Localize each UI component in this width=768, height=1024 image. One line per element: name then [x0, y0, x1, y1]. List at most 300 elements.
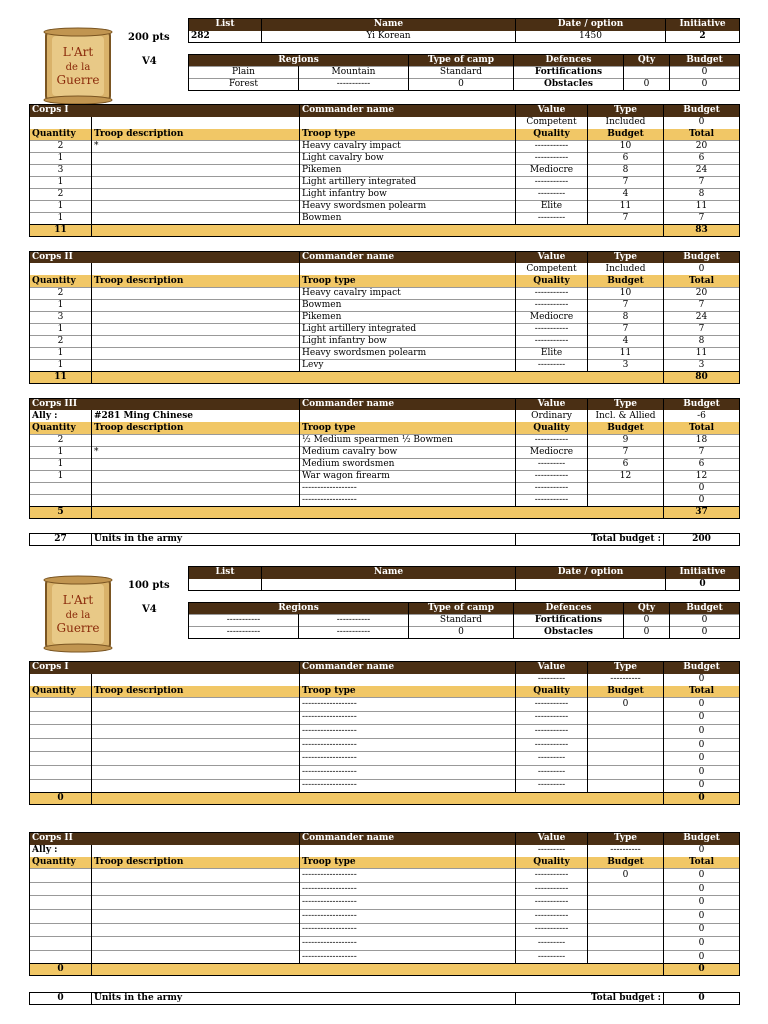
troop-type: ------------------: [300, 698, 516, 712]
troop-quality: -----------: [516, 725, 588, 739]
total-label: Total: [664, 857, 740, 869]
troop-type: Heavy swordsmen polearm: [300, 347, 516, 359]
troop-budget: 9: [588, 434, 664, 446]
date-label: Date / option: [516, 19, 666, 31]
troop-budget: 10: [588, 287, 664, 299]
troop-total: 6: [664, 153, 740, 165]
troop-quantity: 1: [30, 201, 92, 213]
troop-quality: -----------: [516, 494, 588, 506]
unit-budget-label: Budget: [588, 686, 664, 698]
troop-row: [30, 201, 740, 213]
troop-quality: -----------: [516, 299, 588, 311]
total-budget-label: Total budget :: [516, 534, 664, 546]
troop-quality: Elite: [516, 347, 588, 359]
troop-type: ------------------: [300, 725, 516, 739]
troop-type: ½ Medium spearmen ½ Bowmen: [300, 434, 516, 446]
troop-type: ------------------: [300, 937, 516, 951]
troop-quantity: 1: [30, 177, 92, 189]
corps-total-spacer: [92, 793, 664, 805]
troop-quantity: 1: [30, 470, 92, 482]
troop-description: [92, 752, 300, 766]
troop-type: Medium swordsmen: [300, 458, 516, 470]
troop-row: [30, 765, 740, 779]
type-label: Type: [588, 833, 664, 845]
troop-description: [92, 494, 300, 506]
corps-total: 37: [664, 506, 740, 518]
corps-budget-label: Budget: [664, 251, 740, 263]
troop-description: [92, 213, 300, 225]
quantity-label: Quantity: [30, 422, 92, 434]
corps-budget-label: Budget: [664, 833, 740, 845]
troop-quantity: 2: [30, 434, 92, 446]
troop-type-label: Troop type: [300, 129, 516, 141]
svg-text:L'Art: L'Art: [62, 45, 94, 59]
svg-text:L'Art: L'Art: [62, 593, 94, 607]
defence-name: Fortifications: [514, 67, 624, 79]
unit-budget-label: Budget: [588, 857, 664, 869]
total-label: Total: [664, 422, 740, 434]
list-label: List: [189, 19, 262, 31]
troop-quality: -----------: [516, 698, 588, 712]
troop-total: 0: [664, 765, 740, 779]
value-label: Value: [516, 251, 588, 263]
quality-label: Quality: [516, 686, 588, 698]
commander-name: [300, 845, 516, 857]
troop-budget: [588, 779, 664, 793]
troop-row: [30, 323, 740, 335]
troop-quality: ---------: [516, 765, 588, 779]
parchment-logo-icon: [40, 26, 116, 106]
troop-type: Medium cavalry bow: [300, 446, 516, 458]
troop-quantity: [30, 882, 92, 896]
troop-type: ------------------: [300, 482, 516, 494]
troop-quantity: 2: [30, 189, 92, 201]
troop-type: ------------------: [300, 779, 516, 793]
troop-quality: ---------: [516, 752, 588, 766]
corps-unit-count: 0: [30, 964, 92, 976]
points-label: 100 pts: [128, 580, 170, 591]
troop-row: [30, 896, 740, 910]
troop-quantity: 1: [30, 347, 92, 359]
troop-row: [30, 470, 740, 482]
regions-label: Regions: [189, 603, 409, 615]
troop-quantity: [30, 765, 92, 779]
troop-budget: 6: [588, 153, 664, 165]
troop-type: ------------------: [300, 909, 516, 923]
troop-quality: -----------: [516, 470, 588, 482]
ally-name: #281 Ming Chinese: [92, 410, 300, 422]
troop-description: [92, 937, 300, 951]
unit-budget-label: Budget: [588, 129, 664, 141]
troop-quality: Mediocre: [516, 311, 588, 323]
troop-budget: 8: [588, 165, 664, 177]
troop-budget: [588, 950, 664, 964]
qty-label: Qty: [624, 55, 670, 67]
troop-row: [30, 434, 740, 446]
troop-quantity: 2: [30, 287, 92, 299]
camp-value: 0: [409, 627, 514, 639]
troop-total: 0: [664, 738, 740, 752]
troop-description: [92, 923, 300, 937]
troop-total: 12: [664, 470, 740, 482]
corps-total: 83: [664, 225, 740, 237]
ally-label: [30, 263, 92, 275]
troop-description: [92, 201, 300, 213]
total-label: Total: [664, 686, 740, 698]
troop-row: [30, 950, 740, 964]
troop-type: War wagon firearm: [300, 470, 516, 482]
troop-quality: -----------: [516, 909, 588, 923]
troop-type: ------------------: [300, 950, 516, 964]
troop-quality: Elite: [516, 201, 588, 213]
commander-value: Competent: [516, 117, 588, 129]
description-label: Troop description: [92, 422, 300, 434]
troop-quality: -----------: [516, 882, 588, 896]
troop-budget: [588, 923, 664, 937]
corps-table: [29, 832, 740, 976]
commander-type: ----------: [588, 845, 664, 857]
qty-label: Qty: [624, 603, 670, 615]
corps-unit-count: 0: [30, 793, 92, 805]
logo-scroll: [40, 26, 116, 106]
list-header-table: [188, 566, 740, 591]
defence-qty: 0: [624, 627, 670, 639]
troop-budget: [588, 882, 664, 896]
troop-type: Light infantry bow: [300, 189, 516, 201]
troop-description: [92, 882, 300, 896]
troop-total: 0: [664, 882, 740, 896]
troop-budget: 7: [588, 299, 664, 311]
troop-quantity: 1: [30, 359, 92, 371]
svg-text:Guerre: Guerre: [56, 73, 100, 87]
troop-quantity: [30, 909, 92, 923]
troop-row: [30, 177, 740, 189]
troop-row: [30, 494, 740, 506]
troop-type: Light artillery integrated: [300, 177, 516, 189]
troop-total: 0: [664, 937, 740, 951]
troop-quality: ---------: [516, 458, 588, 470]
troop-total: 0: [664, 711, 740, 725]
commander-label: Commander name: [300, 105, 516, 117]
description-label: Troop description: [92, 857, 300, 869]
troop-quality: ---------: [516, 937, 588, 951]
defence-qty: 0: [624, 615, 670, 627]
region-2: -----------: [299, 79, 409, 91]
troop-total: 7: [664, 213, 740, 225]
terrain-budget-label: Budget: [670, 55, 740, 67]
date-value: [516, 579, 666, 591]
troop-quantity: 1: [30, 323, 92, 335]
troop-budget: 11: [588, 347, 664, 359]
region-2: Mountain: [299, 67, 409, 79]
troop-row: [30, 141, 740, 153]
corps-total: 0: [664, 793, 740, 805]
troop-budget: [588, 909, 664, 923]
ally-name: [92, 117, 300, 129]
troop-budget: [588, 494, 664, 506]
troop-description: [92, 470, 300, 482]
corps-total-spacer: [92, 506, 664, 518]
troop-description: [92, 869, 300, 883]
troop-row: [30, 923, 740, 937]
troop-budget: 4: [588, 335, 664, 347]
units-label: Units in the army: [92, 993, 516, 1005]
troop-quality: -----------: [516, 177, 588, 189]
troop-description: [92, 189, 300, 201]
troop-type: Pikemen: [300, 165, 516, 177]
corps-table: [29, 251, 740, 384]
region-1: Forest: [189, 79, 299, 91]
commander-name: [300, 117, 516, 129]
troop-total: 8: [664, 335, 740, 347]
list-header-table: [188, 18, 740, 43]
troop-total: 0: [664, 909, 740, 923]
units-label: Units in the army: [92, 534, 516, 546]
troop-description: *: [92, 446, 300, 458]
troop-row: [30, 909, 740, 923]
troop-total: 8: [664, 189, 740, 201]
corps-total: 0: [664, 964, 740, 976]
defence-name: Obstacles: [514, 627, 624, 639]
troop-description: [92, 434, 300, 446]
troop-budget: [588, 896, 664, 910]
camp-label: Type of camp: [409, 603, 514, 615]
corps-total: 80: [664, 371, 740, 383]
troop-row: [30, 213, 740, 225]
list-value: [189, 579, 262, 591]
troop-total: 0: [664, 779, 740, 793]
troop-type: Light infantry bow: [300, 335, 516, 347]
troop-budget: [588, 937, 664, 951]
troop-quantity: [30, 482, 92, 494]
commander-name: [300, 410, 516, 422]
corps-title: Corps I: [30, 105, 300, 117]
troop-row: [30, 482, 740, 494]
troop-quantity: [30, 950, 92, 964]
type-label: Type: [588, 398, 664, 410]
commander-value: Competent: [516, 263, 588, 275]
camp-value: Standard: [409, 67, 514, 79]
troop-quantity: [30, 698, 92, 712]
value-label: Value: [516, 105, 588, 117]
regions-label: Regions: [189, 55, 409, 67]
ally-label: Ally :: [30, 410, 92, 422]
list-value: 282: [189, 31, 262, 43]
troop-quantity: 1: [30, 213, 92, 225]
troop-type: ------------------: [300, 738, 516, 752]
ally-name: [92, 845, 300, 857]
commander-value: Ordinary: [516, 410, 588, 422]
troop-total: 0: [664, 698, 740, 712]
commander-type: Included: [588, 263, 664, 275]
troop-row: [30, 299, 740, 311]
initiative-value: 0: [666, 579, 740, 591]
troop-total: 0: [664, 752, 740, 766]
troop-total: 3: [664, 359, 740, 371]
troop-quantity: [30, 937, 92, 951]
commander-name: [300, 674, 516, 686]
commander-budget: 0: [664, 263, 740, 275]
troop-budget: 11: [588, 201, 664, 213]
terrain-budget: 0: [670, 79, 740, 91]
quality-label: Quality: [516, 422, 588, 434]
troop-quality: ---------: [516, 359, 588, 371]
unit-budget-label: Budget: [588, 275, 664, 287]
troop-quality: -----------: [516, 896, 588, 910]
defences-label: Defences: [514, 603, 624, 615]
troop-budget: [588, 711, 664, 725]
troop-quality: Mediocre: [516, 165, 588, 177]
troop-budget: 6: [588, 458, 664, 470]
type-label: Type: [588, 662, 664, 674]
region-2: -----------: [299, 615, 409, 627]
troop-budget: [588, 482, 664, 494]
troop-row: [30, 347, 740, 359]
defence-qty: [624, 67, 670, 79]
troop-quantity: [30, 752, 92, 766]
army-footer: [29, 533, 740, 546]
value-label: Value: [516, 398, 588, 410]
troop-row: [30, 711, 740, 725]
troop-type: Light artillery integrated: [300, 323, 516, 335]
troop-budget: 8: [588, 311, 664, 323]
terrain-row: [189, 615, 740, 627]
troop-budget: [588, 738, 664, 752]
value-label: Value: [516, 833, 588, 845]
troop-total: 6: [664, 458, 740, 470]
total-budget: 200: [664, 534, 740, 546]
troop-description: [92, 287, 300, 299]
commander-label: Commander name: [300, 662, 516, 674]
troop-row: [30, 311, 740, 323]
troop-quantity: 1: [30, 299, 92, 311]
commander-value: ---------: [516, 845, 588, 857]
troop-type: ------------------: [300, 923, 516, 937]
commander-label: Commander name: [300, 833, 516, 845]
troop-type-label: Troop type: [300, 686, 516, 698]
camp-value: Standard: [409, 615, 514, 627]
troop-budget: 7: [588, 323, 664, 335]
troop-row: [30, 287, 740, 299]
svg-text:Guerre: Guerre: [56, 621, 100, 635]
quality-label: Quality: [516, 129, 588, 141]
camp-value: 0: [409, 79, 514, 91]
region-1: -----------: [189, 615, 299, 627]
troop-type-label: Troop type: [300, 422, 516, 434]
troop-description: [92, 738, 300, 752]
corps-total-spacer: [92, 225, 664, 237]
troop-total: 11: [664, 201, 740, 213]
corps-budget-label: Budget: [664, 105, 740, 117]
commander-type: Included: [588, 117, 664, 129]
troop-quality: ---------: [516, 213, 588, 225]
region-1: Plain: [189, 67, 299, 79]
troop-quality: -----------: [516, 482, 588, 494]
troop-description: [92, 896, 300, 910]
troop-type: ------------------: [300, 896, 516, 910]
quantity-label: Quantity: [30, 857, 92, 869]
region-1: -----------: [189, 627, 299, 639]
troop-description: [92, 335, 300, 347]
troop-type: Pikemen: [300, 311, 516, 323]
svg-text:de la: de la: [65, 610, 91, 621]
troop-type: ------------------: [300, 711, 516, 725]
troop-total: 0: [664, 494, 740, 506]
commander-name: [300, 263, 516, 275]
troop-quality: -----------: [516, 335, 588, 347]
troop-type: Bowmen: [300, 299, 516, 311]
corps-title: Corps I: [30, 662, 300, 674]
troop-total: 24: [664, 311, 740, 323]
troop-type: Heavy cavalry impact: [300, 141, 516, 153]
corps-title: Corps II: [30, 251, 300, 263]
troop-type: Light cavalry bow: [300, 153, 516, 165]
corps-unit-count: 5: [30, 506, 92, 518]
quantity-label: Quantity: [30, 129, 92, 141]
terrain-row: [189, 627, 740, 639]
troop-total: 7: [664, 446, 740, 458]
troop-row: [30, 937, 740, 951]
troop-quality: ---------: [516, 950, 588, 964]
troop-description: [92, 725, 300, 739]
quantity-label: Quantity: [30, 275, 92, 287]
description-label: Troop description: [92, 275, 300, 287]
troop-row: [30, 882, 740, 896]
troop-row: [30, 165, 740, 177]
troop-total: 0: [664, 725, 740, 739]
troop-quantity: 3: [30, 311, 92, 323]
camp-label: Type of camp: [409, 55, 514, 67]
troop-budget: [588, 725, 664, 739]
troop-type: ------------------: [300, 494, 516, 506]
troop-description: [92, 165, 300, 177]
troop-total: 18: [664, 434, 740, 446]
troop-quantity: 1: [30, 458, 92, 470]
total-label: Total: [664, 275, 740, 287]
troop-row: [30, 869, 740, 883]
svg-text:de la: de la: [65, 62, 91, 73]
troop-quantity: [30, 738, 92, 752]
troop-description: [92, 177, 300, 189]
corps-total-spacer: [92, 964, 664, 976]
troop-type: Levy: [300, 359, 516, 371]
quality-label: Quality: [516, 857, 588, 869]
troop-budget: [588, 765, 664, 779]
troop-description: [92, 311, 300, 323]
troop-type: ------------------: [300, 752, 516, 766]
troop-quantity: 2: [30, 141, 92, 153]
description-label: Troop description: [92, 686, 300, 698]
troop-description: [92, 779, 300, 793]
troop-budget: 12: [588, 470, 664, 482]
ally-label: [30, 117, 92, 129]
parchment-logo-icon: [40, 574, 116, 654]
corps-title: Corps III: [30, 398, 300, 410]
troop-description: [92, 711, 300, 725]
type-label: Type: [588, 251, 664, 263]
troop-total: 7: [664, 323, 740, 335]
troop-description: [92, 153, 300, 165]
defence-name: Fortifications: [514, 615, 624, 627]
terrain-budget-label: Budget: [670, 603, 740, 615]
troop-quantity: [30, 711, 92, 725]
troop-type-label: Troop type: [300, 275, 516, 287]
initiative-label: Initiative: [666, 567, 740, 579]
army-unit-count: 0: [30, 993, 92, 1005]
troop-type: Heavy cavalry impact: [300, 287, 516, 299]
ally-label: Ally :: [30, 845, 92, 857]
troop-description: [92, 458, 300, 470]
